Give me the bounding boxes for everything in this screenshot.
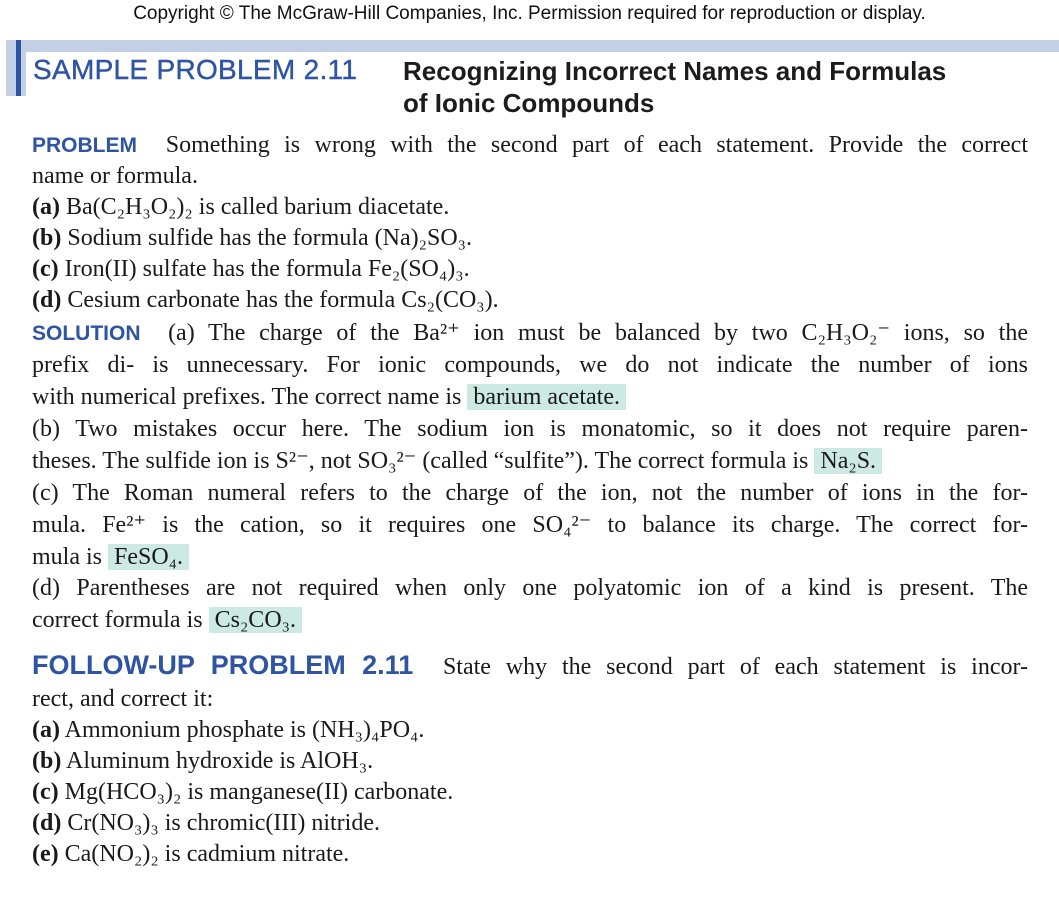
- solution-a-line-3: [32, 382, 1028, 412]
- item-text: Aluminum hydroxide is AlOH₃.: [66, 748, 374, 774]
- follow-up-item-a: [32, 715, 1028, 745]
- answer-highlight-b: Na₂S.: [814, 448, 882, 474]
- solution-b-line-2: [32, 446, 1028, 476]
- solution-d-line-2: [32, 605, 1028, 635]
- item-letter: (c): [32, 779, 59, 805]
- item-letter: (a): [32, 717, 60, 743]
- copyright-notice: Copyright © The McGraw-Hill Companies, Inc. Permission required for reproduction or display.: [133, 3, 926, 24]
- solution-d-line-1: (d) Parentheses are not required when only one polyatomic ion of a kind is present. The: [32, 575, 1028, 601]
- solution-c-line-3: [32, 542, 1028, 572]
- item-text: Iron(II) sulfate has the formula Fe₂(SO₄)₃.: [64, 256, 470, 282]
- item-text: Sodium sulfide has the formula (Na)₂SO₃.: [67, 225, 473, 251]
- item-letter: (b): [32, 748, 62, 774]
- solution-text: with numerical prefixes. The correct name is: [32, 384, 462, 410]
- problem-intro-text: Something is wrong with the second part of each statement. Provide the correct: [165, 132, 1028, 158]
- header-rule: [16, 40, 21, 96]
- item-letter: (d): [32, 810, 62, 836]
- follow-up-item-b: [32, 746, 1028, 776]
- solution-text: correct formula is: [32, 607, 203, 633]
- title-line-1: Recognizing Incorrect Names and Formulas: [403, 56, 947, 86]
- problem-label: PROBLEM: [32, 134, 137, 157]
- item-text: Cr(NO₃)₃ is chromic(III) nitride.: [67, 810, 380, 836]
- problem-intro-line-1: [32, 130, 1028, 161]
- follow-up-intro: State why the second part of each statement is incor-: [442, 654, 1028, 680]
- item-text: Ammonium phosphate is (NH₃)₄PO₄.: [64, 717, 425, 743]
- problem-intro-line-2: name or formula.: [32, 163, 198, 189]
- item-text: Ba(C₂H₃O₂)₂ is called barium diacetate.: [65, 194, 450, 220]
- solution-label: SOLUTION: [32, 322, 141, 345]
- item-letter: (c): [32, 256, 59, 282]
- follow-up-label: FOLLOW-UP PROBLEM 2.11: [32, 650, 414, 680]
- item-text: Ca(NO₂)₂ is cadmium nitrate.: [64, 841, 350, 867]
- solution-b-line-1: (b) Two mistakes occur here. The sodium ion is monatomic, so it does not require paren-: [32, 416, 1028, 442]
- follow-up-item-d: [32, 808, 1028, 838]
- title-line-2: of Ionic Compounds: [403, 88, 655, 118]
- solution-text: (a) The charge of the Ba²⁺ ion must be balanced by two C₂H₃O₂⁻ ions, so the: [168, 320, 1029, 346]
- item-letter: (d): [32, 287, 62, 313]
- solution-text: theses. The sulfide ion is S²⁻, not SO₃²⁻ (called “sulfite”). The correct formula is: [32, 448, 809, 474]
- answer-highlight-d: Cs₂CO₃.: [209, 607, 302, 633]
- solution-c-line-1: (c) The Roman numeral refers to the charge of the ion, not the number of ions in the for-: [32, 480, 1028, 506]
- follow-up-item-c: [32, 777, 1028, 807]
- solution-text: mula is: [32, 544, 102, 570]
- solution-c-line-2: mula. Fe²⁺ is the cation, so it requires one SO₄²⁻ to balance its charge. The correct for-: [32, 512, 1028, 538]
- sample-problem-title: [403, 55, 946, 119]
- problem-item-a: [32, 192, 1028, 222]
- follow-up-item-e: [32, 839, 1028, 869]
- follow-up-line-1: [32, 650, 1028, 682]
- solution-a-line-1: [32, 318, 1028, 349]
- item-text: Cesium carbonate has the formula Cs₂(CO₃).: [67, 287, 499, 313]
- item-letter: (b): [32, 225, 62, 251]
- problem-item-c: [32, 254, 1028, 284]
- sample-problem-label: SAMPLE PROBLEM 2.11: [33, 54, 358, 85]
- header-accent-bar: [6, 40, 1059, 52]
- answer-highlight-c: FeSO₄.: [108, 544, 189, 570]
- answer-highlight-a: barium acetate.: [467, 384, 626, 410]
- problem-item-d: [32, 285, 1028, 315]
- item-text: Mg(HCO₃)₂ is manganese(II) carbonate.: [64, 779, 454, 805]
- follow-up-line-2: rect, and correct it:: [32, 686, 214, 712]
- solution-a-line-2: prefix di- is unnecessary. For ionic compounds, we do not indicate the number of ions: [32, 352, 1028, 378]
- item-letter: (a): [32, 194, 60, 220]
- item-letter: (e): [32, 841, 59, 867]
- problem-item-b: [32, 223, 1028, 253]
